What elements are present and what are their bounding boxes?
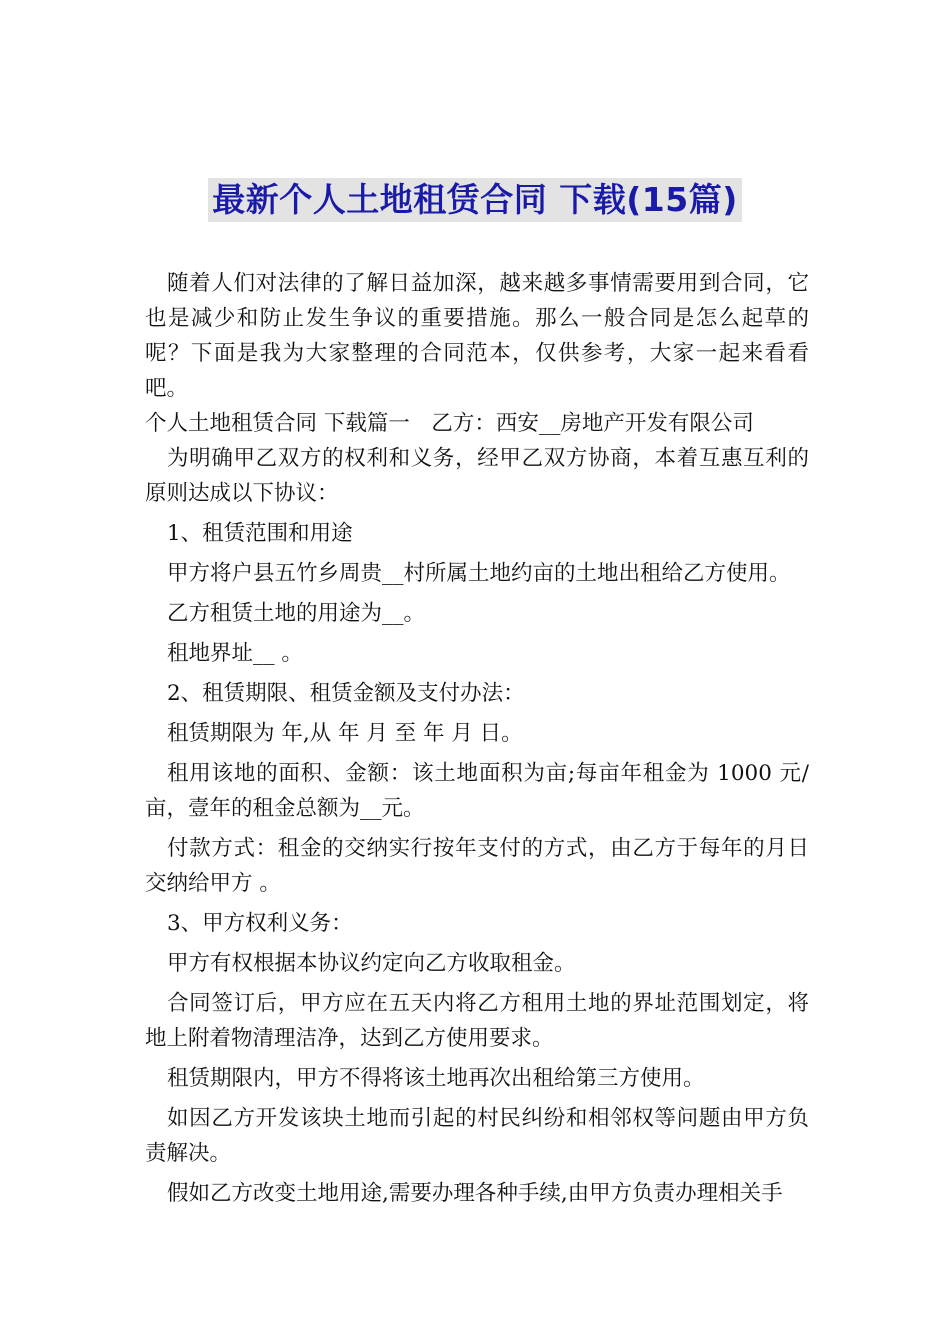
- document-body: [145, 266, 809, 1211]
- paragraph-section-heading: 个人土地租赁合同 下载篇一 乙方：西安__房地产开发有限公司: [145, 411, 754, 436]
- paragraph-clause-2-heading: 2、租赁期限、租赁金额及支付办法：: [167, 681, 525, 706]
- paragraph-clause-1-use: 乙方租赁土地的用途为__。: [167, 601, 426, 626]
- paragraph-clause-3-boundary: 合同签订后，甲方应在五天内将乙方租用土地的界址范围划定，将地上附着物清理洁净，达到乙方使用要求。: [145, 991, 809, 1051]
- title-container: [0, 178, 950, 222]
- paragraph-clause-1-scope: 甲方将户县五竹乡周贵__村所属土地约亩的土地出租给乙方使用。: [167, 561, 791, 586]
- paragraph-clause-2-amount: 租用该地的面积、金额：该土地面积为亩;每亩年租金为 1000 元/亩，壹年的租金总额为__元。: [145, 761, 809, 821]
- paragraph-clause-2-payment: 付款方式：租金的交纳实行按年支付的方式，由乙方于每年的月日交纳给甲方 。: [145, 836, 809, 896]
- paragraph-clause-3-heading: 3、甲方权利义务：: [167, 911, 353, 936]
- paragraph-clause-3-rent: 甲方有权根据本协议约定向乙方收取租金。: [167, 951, 576, 976]
- paragraph-purpose: 为明确甲乙双方的权利和义务，经甲乙双方协商，本着互惠互利的原则达成以下协议：: [145, 446, 809, 506]
- paragraph-clause-2-term: 租赁期限为 年,从 年 月 至 年 月 日。: [167, 721, 523, 746]
- paragraph-clause-3-procedures: 假如乙方改变土地用途,需要办理各种手续,由甲方负责办理相关手: [167, 1181, 783, 1206]
- document-title: 最新个人土地租赁合同 下载(15篇): [208, 178, 742, 222]
- paragraph-clause-3-sublease: 租赁期限内，甲方不得将该土地再次出租给第三方使用。: [167, 1066, 705, 1091]
- paragraph-clause-1-heading: 1、租赁范围和用途: [167, 521, 353, 546]
- paragraph-clause-3-disputes: 如因乙方开发该块土地而引起的村民纠纷和相邻权等问题由甲方负责解决。: [145, 1106, 809, 1166]
- paragraph-clause-1-boundary: 租地界址__ 。: [167, 641, 303, 666]
- paragraph-intro: 随着人们对法律的了解日益加深，越来越多事情需要用到合同，它也是减少和防止发生争议的重要措施。那么一般合同是怎么起草的呢？下面是我为大家整理的合同范本，仅供参考，大家一起来看看吧。: [145, 271, 809, 401]
